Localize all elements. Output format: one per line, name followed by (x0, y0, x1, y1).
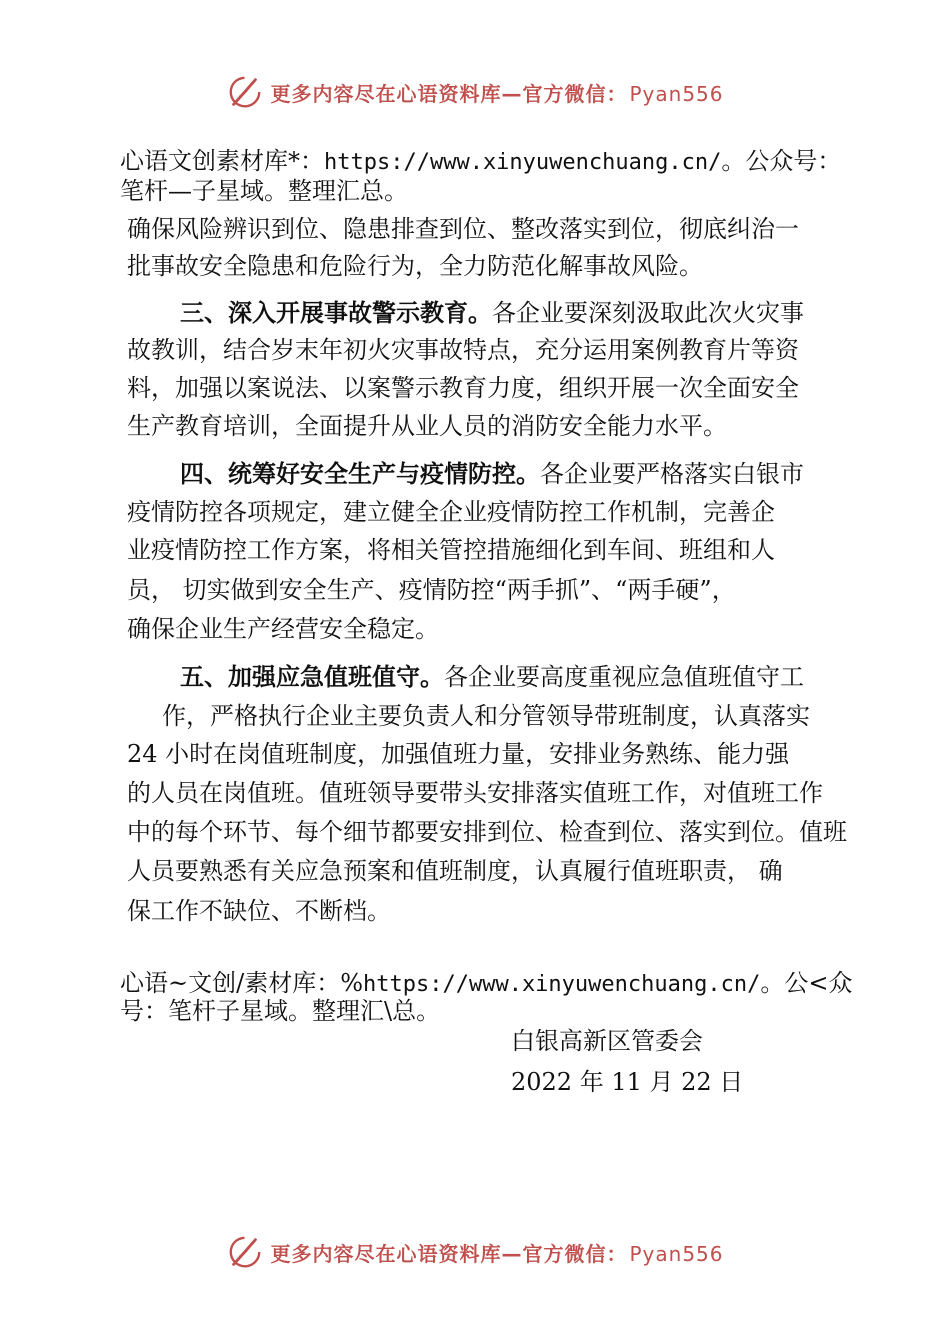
body-text-line: 疫情防控各项规定，建立健全企业疫情防控工作机制，完善企 (127, 498, 775, 526)
body-text-line: 生产教育培训，全面提升从业人员的消防安全能力水平。 (127, 412, 727, 440)
section-3-heading: 三、深入开展事故警示教育。 (180, 299, 492, 327)
section-4-first-line: 四、统筹好安全生产与疫情防控。各企业要严格落实白银市 (180, 460, 804, 488)
body-text-line: 中的每个环节、每个细节都要安排到位、检查到位、落实到位。值班 (127, 818, 847, 846)
brush-logo-icon (226, 1233, 264, 1271)
body-text-line: 保工作不缺位、不断档。 (127, 897, 391, 925)
section-4-heading: 四、统筹好安全生产与疫情防控。 (180, 460, 540, 488)
body-text-line: 确保企业生产经营安全稳定。 (127, 615, 439, 643)
signature-date: 2022 年 11 月 22 日 (511, 1068, 744, 1096)
body-text-line: 故教训，结合岁末年初火灾事故特点，充分运用案例教育片等资 (127, 336, 799, 364)
brush-logo-icon (226, 73, 264, 111)
body-text-line: 的人员在岗值班。值班领导要带头安排落实值班工作，对值班工作 (127, 779, 823, 807)
body-text-line: 料，加强以案说法、以案警示教育力度，组织开展一次全面安全 (127, 374, 799, 402)
body-text-line: 确保风险辨识到位、隐患排查到位、整改落实到位，彻底纠治一 (127, 215, 799, 243)
body-text-line: 批事故安全隐患和危险行为，全力防范化解事故风险。 (127, 252, 703, 280)
watermark-banner-bottom (0, 1230, 950, 1274)
section-5-first-line: 五、加强应急值班值守。各企业要高度重视应急值班值守工 (180, 663, 804, 691)
header-note-line-2: 笔杆—子星域。整理汇总。 (120, 177, 408, 205)
signature-org: 白银高新区管委会 (511, 1027, 703, 1055)
body-text-line: 业疫情防控工作方案，将相关管控措施细化到车间、班组和人 (127, 536, 775, 564)
body-text-line: 员， 切实做到安全生产、疫情防控“两手抓”、“两手硬”， (127, 576, 736, 604)
watermark-banner-top (0, 70, 950, 114)
body-text-line: 24 小时在岗值班制度，加强值班力量，安排业务熟练、能力强 (127, 740, 790, 768)
footer-note-line-2: 号：笔杆子星域。整理汇\总。 (120, 997, 441, 1025)
body-text-line: 作，严格执行企业主要负责人和分管领导带班制度，认真落实 (162, 702, 810, 730)
section-3-first-line: 三、深入开展事故警示教育。各企业要深刻汲取此次火灾事 (180, 299, 804, 327)
watermark-text: 更多内容尽在心语资料库—官方微信： Pyan556 (270, 81, 724, 106)
section-5-heading: 五、加强应急值班值守。 (180, 663, 444, 691)
header-note-line-1: 心语文创素材库*：https://www.xinyuwenchuang.cn/。公众号： (120, 147, 842, 175)
body-text-line: 人员要熟悉有关应急预案和值班制度，认真履行值班职责， 确 (127, 857, 783, 885)
watermark-text: 更多内容尽在心语资料库—官方微信： Pyan556 (270, 1241, 724, 1266)
footer-note-line-1: 心语~文创/素材库：%https://www.xinyuwenchuang.cn/。公<众 (120, 969, 853, 997)
